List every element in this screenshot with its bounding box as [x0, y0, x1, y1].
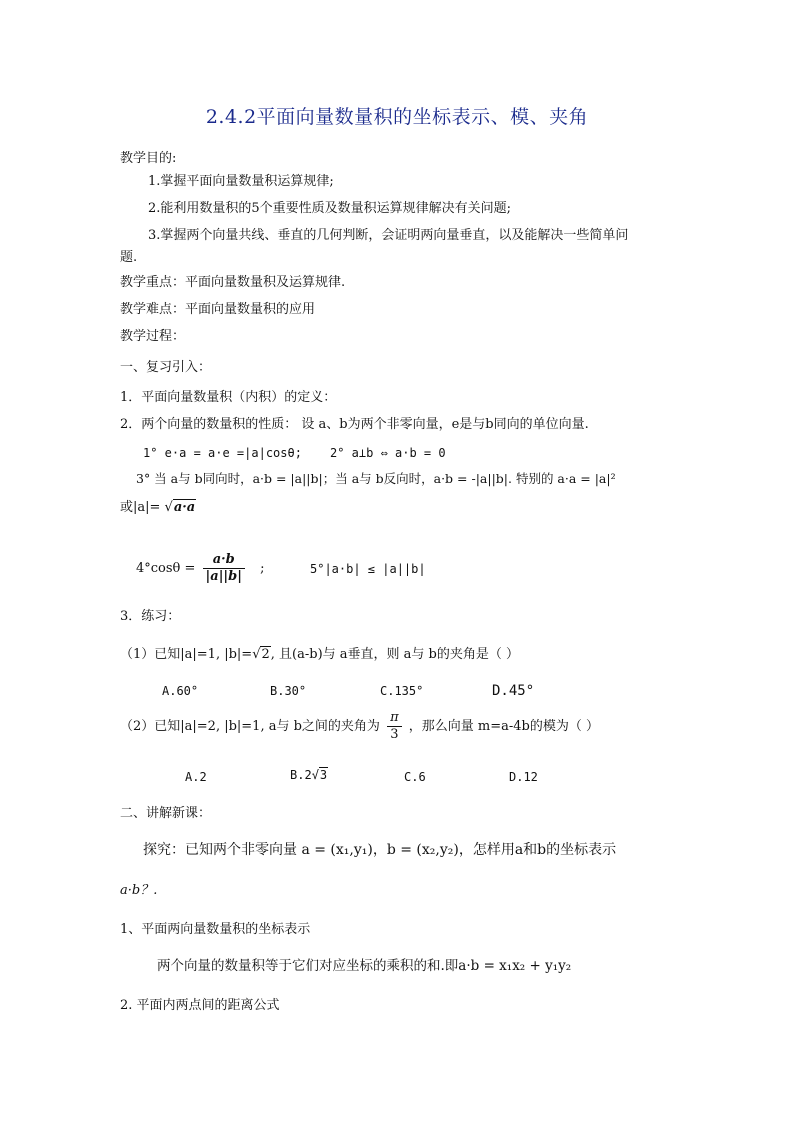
q2-option-b-sqrt: √3: [311, 768, 328, 782]
key-point: 教学重点：平面向量数量积及运算规律.: [120, 275, 346, 290]
question-2-text-b: ，那么向量 m=a-4b的模为（ ）: [408, 719, 599, 734]
explore-line-1: 探究：已知两个非零向量 a = (x₁,y₁)，b = (x₂,y₂)，怎样用a和b的坐标表示: [143, 842, 617, 858]
q1-option-c: C.135°: [380, 684, 424, 698]
question-2: [120, 710, 599, 746]
q2-option-a: A.2: [185, 770, 207, 784]
properties-item: 2．两个向量的数量积的性质： 设 a、b为两个非零向量，e是与b同向的单位向量.: [120, 417, 589, 432]
definition-item: 1．平面向量数量积（内积）的定义：: [120, 390, 337, 405]
subsection-2-heading: 2. 平面内两点间的距离公式: [120, 998, 280, 1013]
question-2-text-a: （2）已知|a|=2, |b|=1, a与 b之间的夹角为: [120, 719, 380, 734]
cos-fraction-denominator: |a||b|: [205, 569, 242, 584]
subsection-1-heading: 1、平面两向量数量积的坐标表示: [120, 922, 311, 937]
objective-item-2: 2.能利用数量积的5个重要性质及数量积运算规律解决有关问题;: [148, 201, 512, 216]
q2-option-b-radicand: 3: [319, 768, 328, 782]
cos-fraction-numerator: a·b: [203, 552, 245, 569]
q1-option-b: B.30°: [270, 684, 307, 698]
question-1-radicand: 2: [261, 647, 270, 662]
objective-item-1: 1.掌握平面向量数量积运算规律;: [148, 174, 334, 189]
q1-option-a: A.60°: [162, 684, 199, 698]
property-3-prefix: 或|a|=: [120, 500, 161, 515]
difficult-point: 教学难点：平面向量数量积的应用: [120, 302, 316, 317]
objectives-heading: 教学目的:: [120, 151, 177, 166]
question-1-sqrt: √2: [252, 647, 270, 662]
section2-heading: 二、讲解新课：: [120, 806, 212, 821]
property-4-prefix: 4°cosθ =: [136, 561, 196, 576]
property-5: 5°|a·b| ≤ |a||b|: [310, 562, 426, 576]
page-title: 2.4.2平面向量数量积的坐标表示、模、夹角: [205, 106, 589, 128]
angle-fraction-denominator: 3: [390, 727, 399, 742]
angle-fraction-numerator: π: [387, 710, 402, 727]
q2-option-b: [290, 766, 328, 784]
subsection-1-body: 两个向量的数量积等于它们对应坐标的乘积的和.即a·b = x₁x₂ + y₁y₂: [157, 958, 572, 974]
sqrt-radicand: a·a: [173, 500, 196, 515]
question-1: [120, 646, 519, 664]
q2-option-d: D.12: [509, 770, 538, 784]
property-4: [136, 552, 265, 588]
question-1-text-b: , 且(a-b)与 a垂直，则 a与 b的夹角是（ ）: [270, 647, 519, 662]
property-2: 2° a⊥b ⇔ a·b = 0: [330, 446, 446, 460]
objective-item-3: 3.掌握两个向量共线、垂直的几何判断，会证明两向量垂直，以及能解决一些简单问: [148, 228, 629, 243]
angle-fraction: [387, 710, 402, 743]
property-1: 1° e·a = a·e =|a|cosθ;: [143, 446, 302, 460]
property-4-separator: ;: [260, 561, 265, 576]
question-1-text-a: （1）已知|a|=1, |b|=: [120, 647, 253, 662]
process-heading: 教学过程：: [120, 329, 186, 344]
q2-option-b-prefix: B.2: [290, 768, 312, 782]
q1-option-d: D.45°: [492, 683, 535, 699]
q2-option-c: C.6: [404, 770, 426, 784]
sqrt-expression: √a·a: [164, 500, 196, 515]
exercise-heading: 3．练习：: [120, 609, 181, 624]
property-3: 3° 当 a与 b同向时，a·b = |a||b|；当 a与 b反向时，a·b = -|a||b|. 特别的 a·a = |a|²: [136, 471, 616, 486]
explore-line-2: a·b？.: [120, 883, 158, 898]
objective-item-3-cont: 题.: [120, 250, 138, 265]
property-3-magnitude: [120, 499, 196, 517]
section1-heading: 一、复习引入：: [120, 360, 212, 375]
cos-fraction: [203, 552, 245, 585]
